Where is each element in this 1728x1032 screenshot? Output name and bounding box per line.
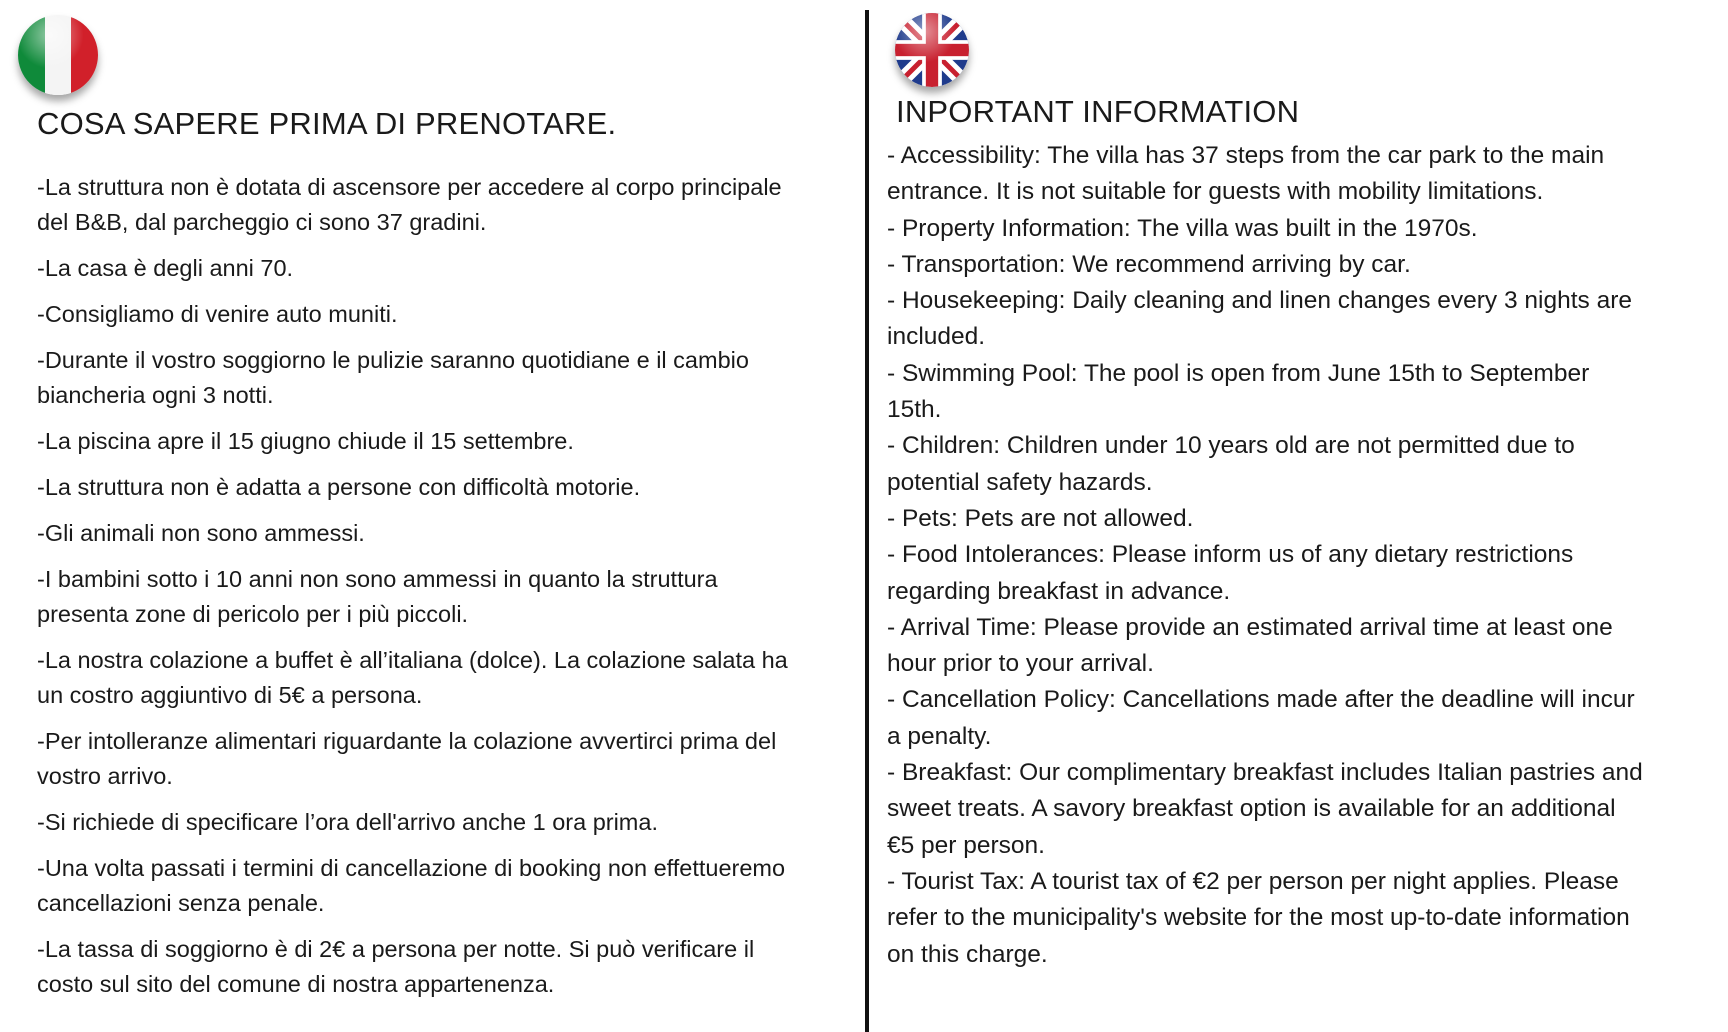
list-item: - Pets: Pets are not allowed. — [887, 504, 1194, 532]
english-info-list — [887, 138, 1647, 973]
list-item: -La casa è degli anni 70. — [37, 255, 294, 281]
list-item: -Durante il vostro soggiorno le pulizie saranno quotidiane e il cambio biancheria ogni 3 notti. — [37, 347, 749, 408]
list-item: -Una volta passati i termini di cancellazione di booking non effettueremo cancellazioni senza penale. — [37, 855, 786, 916]
list-item: -La struttura non è dotata di ascensore per accedere al corpo principale del B&B, dal parcheggio ci sono 37 gradini. — [37, 174, 782, 235]
list-item: - Tourist Tax: A tourist tax of €2 per person per night applies. Please refer to the municipality's website for the most up-to-date information on this charge. — [887, 867, 1630, 968]
list-item: -La nostra colazione a buffet è all’italiana (dolce). La colazione salata ha un costro aggiuntivo di 5€ a persona. — [37, 647, 788, 708]
list-item: - Food Intolerances: Please inform us of any dietary restrictions regarding breakfast in advance. — [887, 541, 1574, 605]
list-item: -La struttura non è adatta a persone con difficoltà motorie. — [37, 474, 641, 500]
english-title: INPORTANT INFORMATION — [896, 94, 1300, 129]
list-item: - Breakfast: Our complimentary breakfast includes Italian pastries and sweet treats. A savory breakfast option is available for an additional €5 per person. — [887, 759, 1643, 859]
list-item: - Housekeeping: Daily cleaning and linen changes every 3 nights are included. — [887, 287, 1632, 351]
list-item: -Per intolleranze alimentari riguardante la colazione avvertirci prima del vostro arrivo. — [37, 728, 777, 789]
list-item: - Property Information: The villa was built in the 1970s. — [887, 214, 1478, 242]
list-item: - Children: Children under 10 years old are not permitted due to potential safety hazards. — [887, 432, 1575, 496]
list-item: -I bambini sotto i 10 anni non sono ammessi in quanto la struttura presenta zone di pericolo per i più piccoli. — [37, 566, 718, 627]
english-column — [872, 0, 1728, 1032]
list-item: -La piscina apre il 15 giugno chiude il 15 settembre. — [37, 428, 574, 454]
list-item: -Consigliamo di venire auto muniti. — [37, 301, 398, 327]
list-item: - Cancellation Policy: Cancellations made after the deadline will incur a penalty. — [887, 686, 1635, 750]
list-item: - Accessibility: The villa has 37 steps from the car park to the main entrance. It is not suitable for guests with mobility limitations. — [887, 142, 1605, 206]
list-item: - Arrival Time: Please provide an estimated arrival time at least one hour prior to your arrival. — [887, 613, 1613, 678]
italian-column — [0, 0, 862, 1032]
italy-flag-icon — [18, 15, 98, 95]
list-item: -La tassa di soggiorno è di 2€ a persona per notte. Si può verificare il costo sul sito del comune di nostra appartenenza. — [37, 936, 755, 997]
list-item: - Swimming Pool: The pool is open from June 15th to September 15th. — [887, 359, 1590, 424]
list-item: - Transportation: We recommend arriving by car. — [887, 250, 1411, 278]
list-item: -Si richiede di specificare l’ora dell'arrivo anche 1 ora prima. — [37, 809, 658, 835]
uk-flag-icon — [895, 13, 969, 87]
column-divider — [865, 10, 869, 1032]
list-item: -Gli animali non sono ammessi. — [37, 520, 365, 546]
italian-title: COSA SAPERE PRIMA DI PRENOTARE. — [37, 106, 617, 141]
italian-info-list — [37, 170, 797, 1013]
